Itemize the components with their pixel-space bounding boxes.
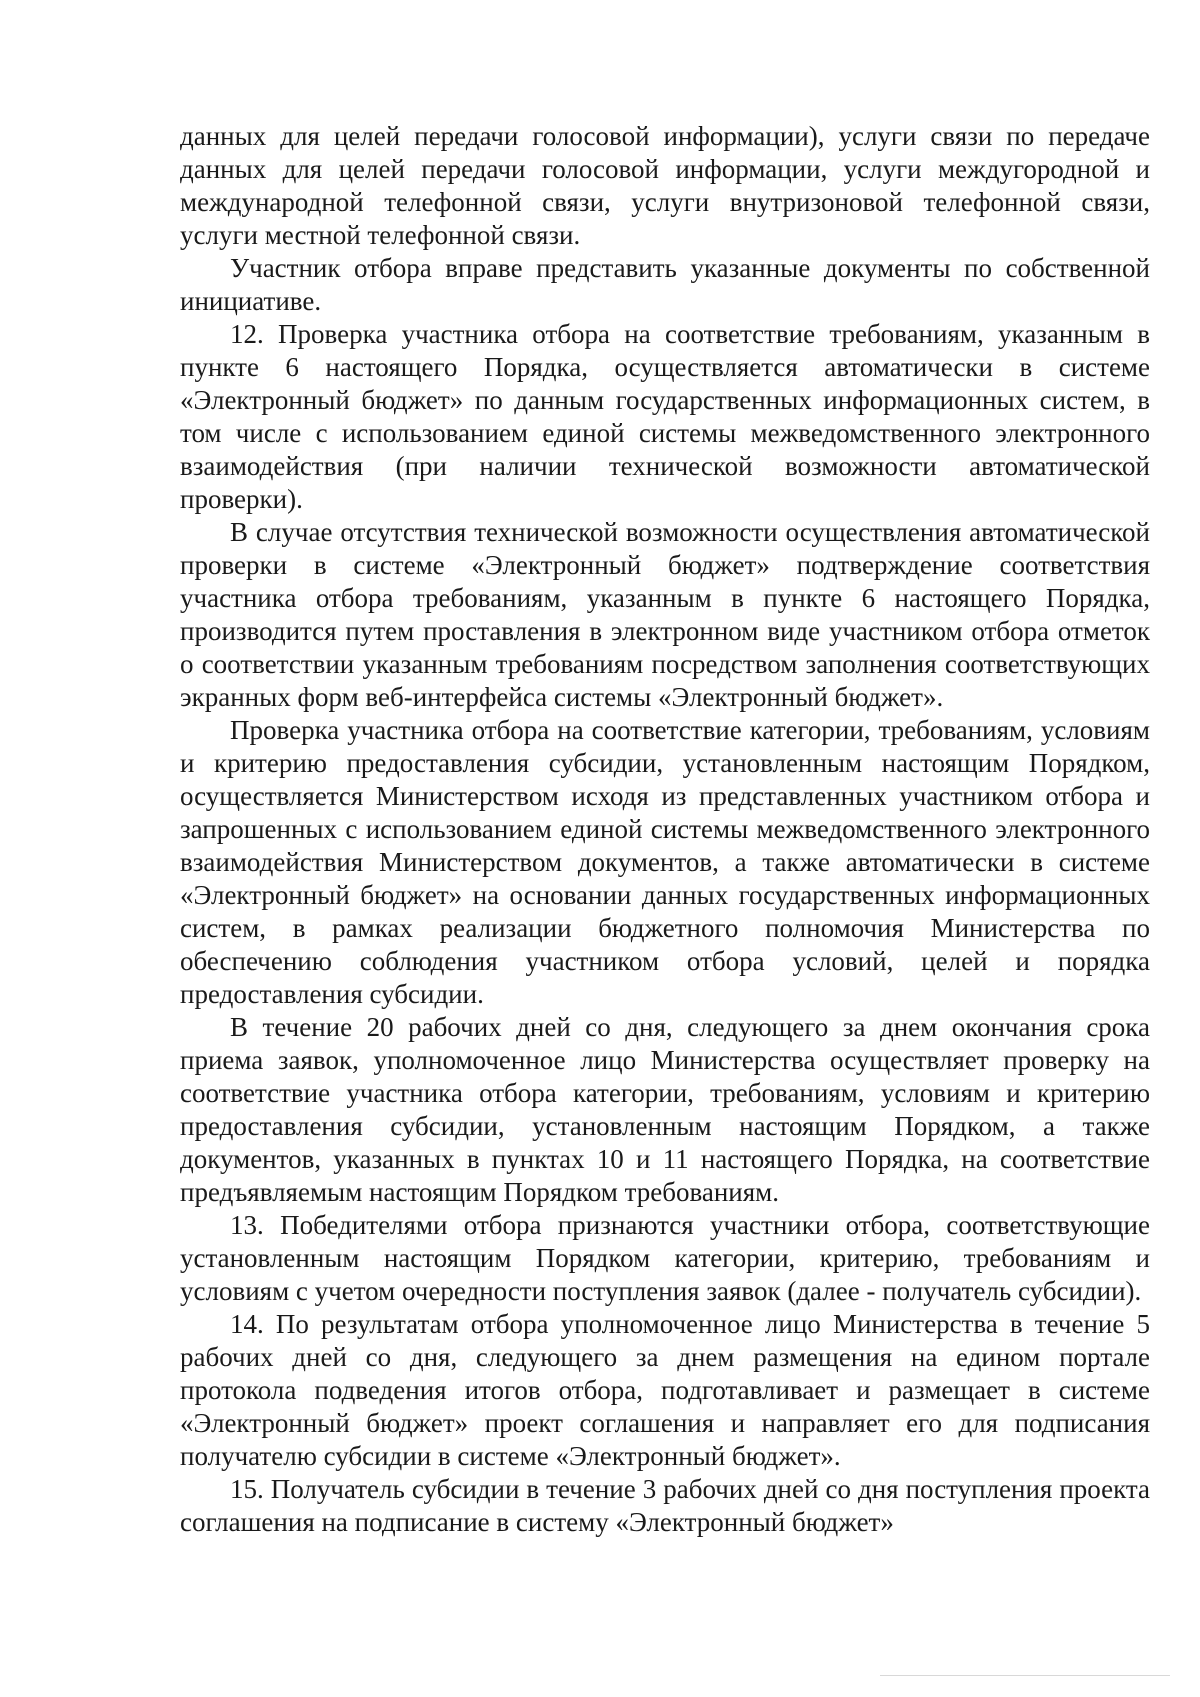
paragraph-no-technical-possibility: В случае отсутствия технической возможности осуществления автоматической проверки в системе «Электронный бюджет» подтверждение соответствия участника отбора требованиям, указанным в пункте 6 настоящего Порядка, производится путем проставления в электронном виде участником отбора отметок о соответствии указанным требованиям посредством заполнения соответствующих экранных форм веб-интерфейса системы «Электронный бюджет». [180,517,1150,712]
document-body [180,120,1150,1539]
paragraph-item-13: 13. Победителями отбора признаются участники отбора, соответствующие установленным настоящим Порядком категории, критерию, требованиям и условиям с учетом очередности поступления заявок (далее - получатель субсидии). [180,1210,1150,1306]
paragraph-initiative: Участник отбора вправе представить указанные документы по собственной инициативе. [180,253,1150,316]
paragraph-ministry-check: Проверка участника отбора на соответствие категории, требованиям, условиям и критерию предоставления субсидии, установленным настоящим Порядком, осуществляется Министерством исходя из представленных участником отбора и запрошенных с использованием единой системы межведомственного электронного взаимодействия Министерством документов, а также автоматически в системе «Электронный бюджет» на основании данных государственных информационных систем, в рамках реализации бюджетного полномочия Министерства по обеспечению соблюдения участником отбора условий, целей и порядка предоставления субсидии. [180,715,1150,1009]
paragraph-item-14: 14. По результатам отбора уполномоченное лицо Министерства в течение 5 рабочих дней со дня, следующего за днем размещения на едином портале протокола подведения итогов отбора, подготавливает и размещает в системе «Электронный бюджет» проект соглашения и направляет его для подписания получателю субсидии в системе «Электронный бюджет». [180,1309,1150,1471]
paragraph-item-12: 12. Проверка участника отбора на соответствие требованиям, указанным в пункте 6 настоящего Порядка, осуществляется автоматически в системе «Электронный бюджет» по данным государственных информационных систем, в том числе с использованием единой системы межведомственного электронного взаимодействия (при наличии технической возможности автоматической проверки). [180,319,1150,514]
paragraph-20-days: В течение 20 рабочих дней со дня, следующего за днем окончания срока приема заявок, уполномоченное лицо Министерства осуществляет проверку на соответствие участника отбора категории, требованиям, условиям и критерию предоставления субсидии, установленным настоящим Порядком, а также документов, указанных в пунктах 10 и 11 настоящего Порядка, на соответствие предъявляемым настоящим Порядком требованиям. [180,1012,1150,1207]
scan-artifact-line [880,1675,1170,1676]
paragraph-continuation: данных для целей передачи голосовой информации), услуги связи по передаче данных для целей передачи голосовой информации, услуги междугородной и международной телефонной связи, услуги внутризоновой телефонной связи, услуги местной телефонной связи. [180,121,1150,250]
paragraph-item-15: 15. Получатель субсидии в течение 3 рабочих дней со дня поступления проекта соглашения на подписание в систему «Электронный бюджет» [180,1474,1150,1537]
